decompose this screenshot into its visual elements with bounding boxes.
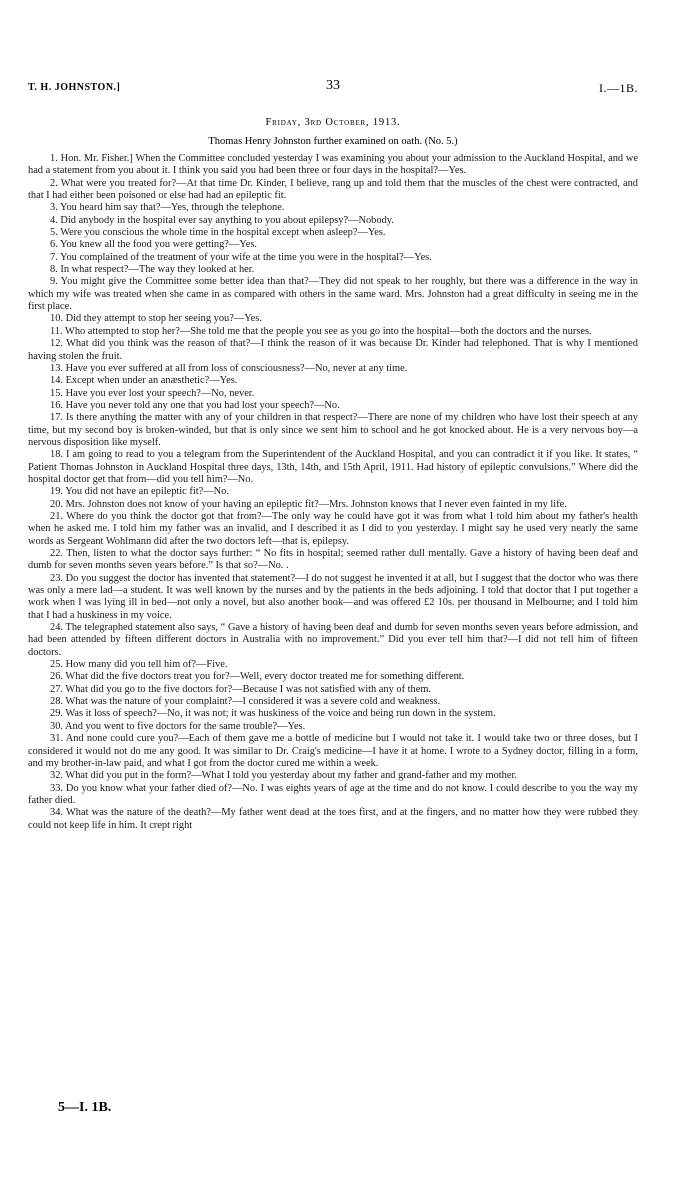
- question-answer-paragraph: 22. Then, listen to what the doctor says further: “ No fits in hospital; seemed rather dull mentally. Gave a history of having been deaf and dumb for seven months seven years before.” Is that so?—No. .: [28, 548, 638, 572]
- question-answer-paragraph: 17. Is there anything the matter with any of your children in that respect?—There are none of my children who have lost their speech at any time, but my second boy is broken-winded, but that is only since we sent him to school and he got knocked about. He is a very nervous boy—a nervous disposition like myself.: [28, 412, 638, 448]
- question-answer-paragraph: 24. The telegraphed statement also says, “ Gave a history of having been deaf and dumb for seven months seven years before admission, and had been attended by fifteen different doctors in Australia with no improvement.” Did you ever tell him that?—I did not tell him of fifteen doctors.: [28, 622, 638, 658]
- question-answer-paragraph: 13. Have you ever suffered at all from loss of consciousness?—No, never at any time.: [50, 362, 408, 374]
- running-head-left: T. H. JOHNSTON.]: [28, 82, 121, 93]
- running-head-right: I.—1B.: [599, 81, 638, 95]
- question-answer-paragraph: 14. Except when under an anæsthetic?—Yes.: [50, 375, 238, 387]
- question-answer-paragraph: 15. Have you ever lost your speech?—No, never.: [50, 387, 255, 399]
- question-answer-paragraph: 31. And none could cure you?—Each of them gave me a bottle of medicine but I would not take it. I would take two or three doses, but I considered it would not do me any good. It was similar to Dr. Craig's medicine—I have it at home. I wrote to a Sydney doctor, filling in a form, and my brother-in-law paid, and what I got from the doctor cured me within a week.: [28, 733, 638, 769]
- signature-mark: 5—I. 1B.: [58, 1100, 112, 1115]
- question-answer-paragraph: 16. Have you never told any one that you had lost your speech?—No.: [50, 399, 340, 411]
- session-date: Friday, 3rd October, 1913.: [265, 117, 401, 128]
- page-header: [28, 78, 638, 94]
- question-answer-paragraph: 10. Did they attempt to stop her seeing you?—Yes.: [50, 313, 262, 325]
- question-answer-paragraph: 20. Mrs. Johnston does not know of your having an epileptic fit?—Mrs. Johnston knows that I never even fainted in my life.: [50, 498, 567, 510]
- evidence-body: [28, 153, 638, 832]
- question-answer-paragraph: 30. And you went to five doctors for the same trouble?—Yes.: [50, 720, 306, 732]
- question-answer-paragraph: 2. What were you treated for?—At that time Dr. Kinder, I believe, rang up and told them that the muscles of the chest were contracted, and that I had either been poisoned or else had had an epileptic fit.: [28, 177, 638, 202]
- question-answer-paragraph: 6. You knew all the food you were getting?—Yes.: [50, 239, 258, 251]
- question-answer-paragraph: 7. You complained of the treatment of your wife at the time you were in the hospital?—Yes.: [50, 251, 432, 263]
- question-answer-paragraph: 29. Was it loss of speech?—No, it was not; it was huskiness of the voice and being run down in the system.: [50, 708, 496, 720]
- question-answer-paragraph: 4. Did anybody in the hospital ever say anything to you about epilepsy?—Nobody.: [50, 214, 394, 226]
- witness-heading: Thomas Henry Johnston further examined on oath. (No. 5.): [208, 136, 458, 147]
- question-answer-paragraph: 28. What was the nature of your complaint?—I considered it was a severe cold and weakness.: [50, 696, 441, 708]
- question-answer-paragraph: 23. Do you suggest the doctor has invented that statement?—I do not suggest he invented it at all, but I suggest that the doctor who was there was only a mere lad—a student. It was well known by the nurses and by the patients in the beds adjoining. I told that doctor that I put together a work when I was lying ill in bed—not only a novel, but also another book—and was offered £2 10s. per thousand in Melbourne; and I told him that I had a huskiness in my voice.: [28, 572, 638, 621]
- question-answer-paragraph: 3. You heard him say that?—Yes, through the telephone.: [50, 202, 285, 214]
- question-answer-paragraph: 33. Do you know what your father died of?—No. I was eights years of age at the time and do not know. I could describe to you the way my father died.: [28, 782, 638, 806]
- question-answer-paragraph: 9. You might give the Committee some better idea than that?—They did not speak to her roughly, but there was a difference in the way in which my wife was treated when she came in as compared with others in the same ward. Mrs. Johnston had a great difficulty in seeing me in the first place.: [28, 276, 638, 313]
- question-answer-paragraph: 18. I am going to read to you a telegram from the Superintendent of the Auckland Hospital, and you can contradict it if you like. It states, “ Patient Thomas Johnston in Auckland Hospital three days, 13th, 14th, and 15th April, 1911. Had history of epileptic convulsions.” Where did the hospital doctor get that from—did you tell him?—No.: [28, 449, 638, 485]
- question-answer-paragraph: 1. Hon. Mr. Fisher.] When the Committee concluded yesterday I was examining you about your admission to the Auckland Hospital, and we had a statement from you about it. I think you said you had been three or four days in the hospital?—Yes.: [28, 153, 638, 177]
- question-answer-paragraph: 34. What was the nature of the death?—My father went dead at the toes first, and at the fingers, and no matter how they were rubbed they could not keep life in him. It crept right: [28, 807, 638, 831]
- question-answer-paragraph: 8. In what respect?—The way they looked at her.: [50, 264, 255, 276]
- question-answer-paragraph: 27. What did you go to the five doctors for?—Because I was not satisfied with any of them.: [50, 683, 431, 695]
- question-answer-paragraph: 25. How many did you tell him of?—Five.: [50, 659, 228, 671]
- question-answer-paragraph: 19. You did not have an epileptic fit?—No.: [50, 486, 229, 498]
- page-number: 33: [326, 78, 340, 93]
- question-answer-paragraph: 26. What did the five doctors treat you for?—Well, every doctor treated me for something different.: [50, 671, 465, 683]
- question-answer-paragraph: 32. What did you put in the form?—What I told you yesterday about my father and grand-father and my mother.: [50, 770, 517, 782]
- question-answer-paragraph: 21. Where do you think the doctor got that from?—The only way he could have got it was from what I told him about my father's health when he asked me. I told him my father was an invalid, and I described it as I did to you yesterday. I might say he used very nearly the same words as Sergeant Wohlmann did after the two doctors left—that is, epilepsy.: [28, 510, 638, 547]
- question-answer-paragraph: 5. Were you conscious the whole time in the hospital except when asleep?—Yes.: [50, 227, 386, 239]
- question-answer-paragraph: 11. Who attempted to stop her?—She told me that the people you see as you go into the hospital—both the doctors and the nurses.: [50, 325, 592, 337]
- question-answer-paragraph: 12. What did you think was the reason of that?—I think the reason of it was because Dr. Kinder had telephoned. That is why I mentioned having stolen the fruit.: [28, 338, 638, 362]
